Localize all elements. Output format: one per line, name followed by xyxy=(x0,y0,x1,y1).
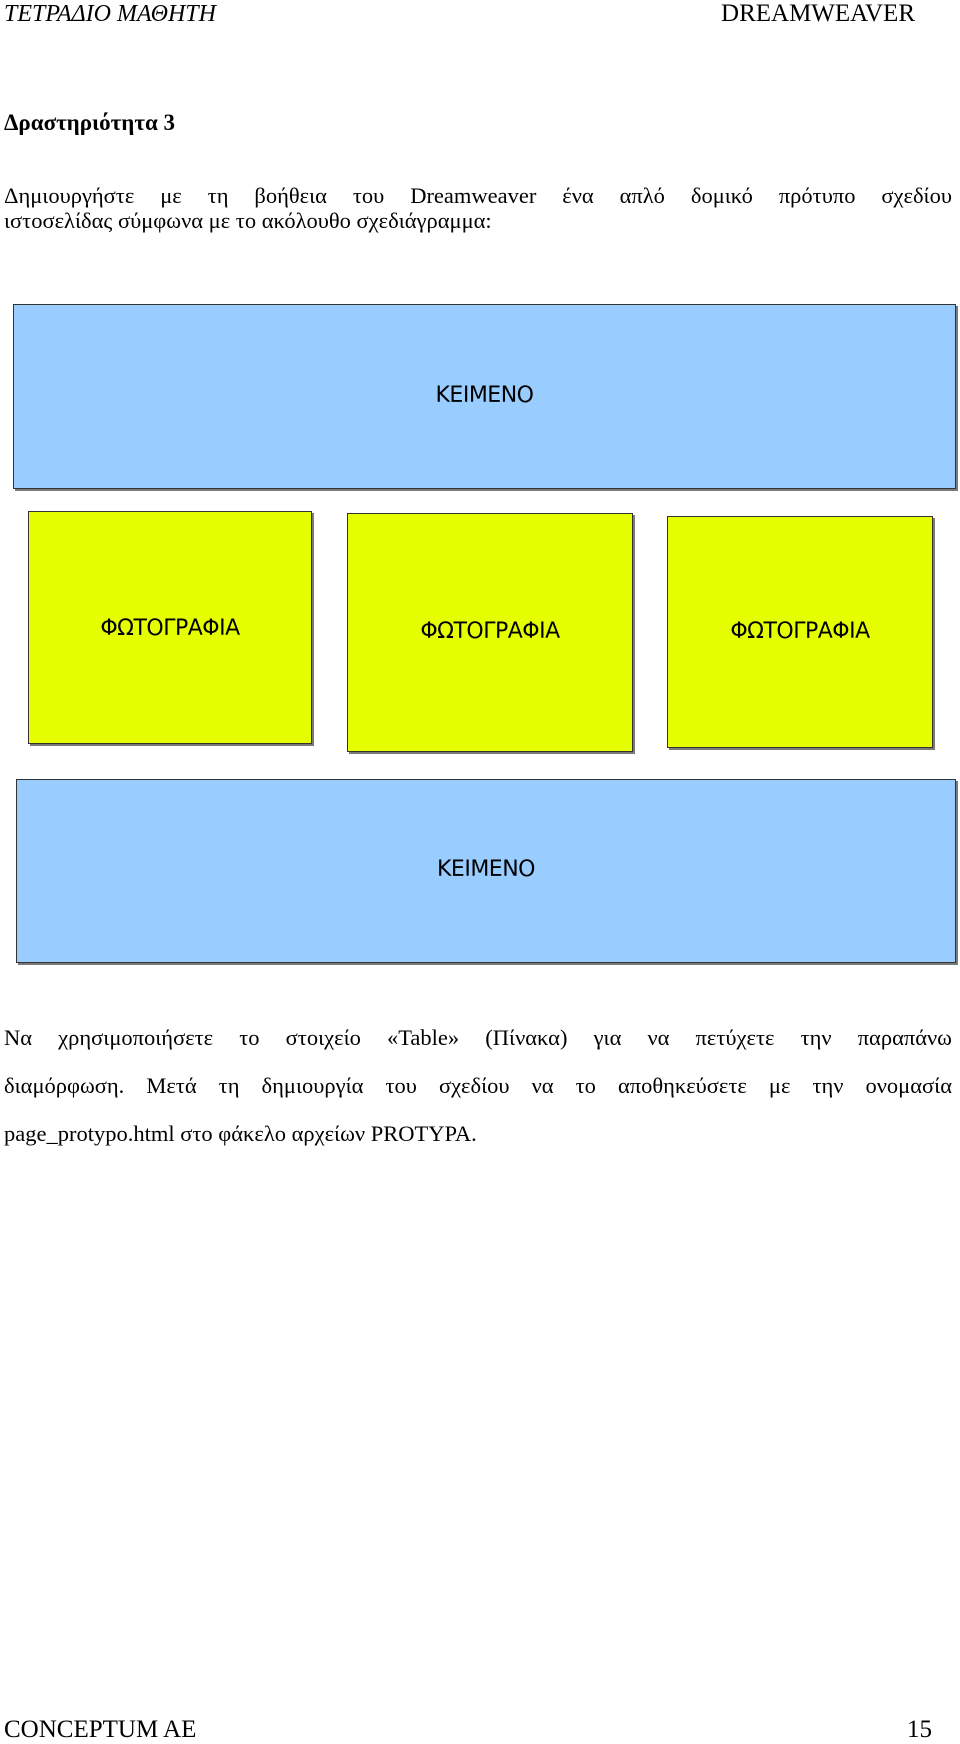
text-block-bottom-label: ΚΕΙΜΕΝΟ xyxy=(437,857,535,882)
instructions-line-2: διαμόρφωση. Μετά τη δημιουργία του σχεδίου να το αποθηκεύσετε με την ονομασία xyxy=(4,1073,952,1098)
page-number: 15 xyxy=(907,1716,932,1743)
activity-intro xyxy=(4,172,952,245)
layout-photo-block-1 xyxy=(28,511,312,744)
intro-line-2: ιστοσελίδας σύμφωνα με το ακόλουθο σχεδιάγραμμα: xyxy=(4,208,492,233)
layout-text-block-top xyxy=(13,304,956,489)
layout-photo-block-2 xyxy=(347,513,633,752)
running-header-title: ΤΕΤΡΑΔΙΟ ΜΑΘΗΤΗ xyxy=(4,1,216,27)
photo-block-2-label: ΦΩΤΟΓΡΑΦΙΑ xyxy=(420,619,560,644)
page-footer-publisher: CONCEPTUM AE xyxy=(4,1716,197,1743)
layout-photo-block-3 xyxy=(667,516,933,748)
layout-text-block-bottom xyxy=(16,779,956,963)
activity-heading: Δραστηριότητα 3 xyxy=(4,110,176,135)
text-block-top-label: ΚΕΙΜΕΝΟ xyxy=(435,383,534,408)
running-header-subject: DREAMWEAVER xyxy=(721,0,915,27)
intro-line-1: Δημιουργήστε με τη βοήθεια του Dreamweaver ένα απλό δομικό πρότυπο σχεδίου xyxy=(4,183,952,208)
activity-instructions xyxy=(4,1014,952,1158)
photo-block-3-label: ΦΩΤΟΓΡΑΦΙΑ xyxy=(730,619,870,644)
instructions-line-3: page_protypo.html στο φάκελο αρχείων PROTYPA. xyxy=(4,1121,477,1146)
instructions-line-1: Να χρησιμοποιήσετε το στοιχείο «Table» (Πίνακα) για να πετύχετε την παραπάνω xyxy=(4,1025,952,1050)
photo-block-1-label: ΦΩΤΟΓΡΑΦΙΑ xyxy=(100,616,240,641)
